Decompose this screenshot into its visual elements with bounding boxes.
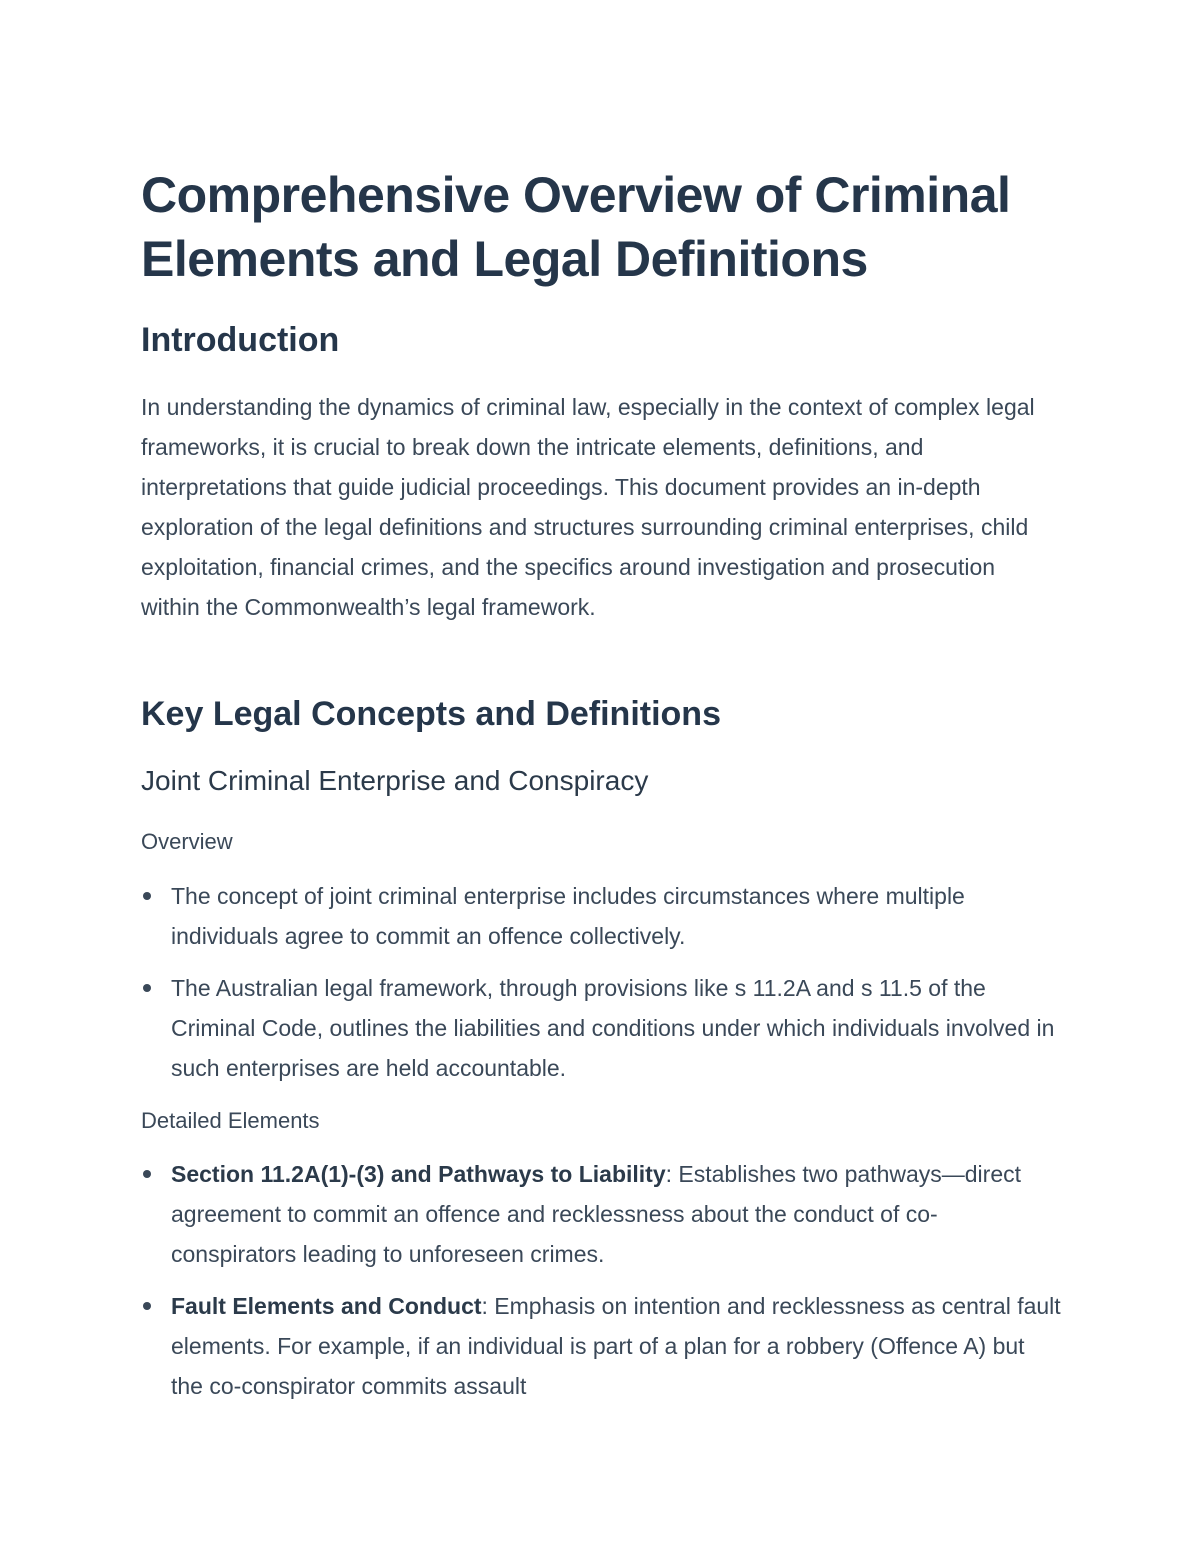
introduction-paragraph: In understanding the dynamics of criminal law, especially in the context of complex legal frameworks, it is crucial to break down the intricate elements, definitions, and interpretations that guide judicial proceedings. This document provides an in-depth exploration of the legal definitions and structures surrounding criminal enterprises, child exploitation, financial crimes, and the specifics around investigation and prosecution within the Commonwealth’s legal framework. xyxy=(141,394,1035,620)
list-item xyxy=(141,876,1061,956)
overview-heading: Overview xyxy=(141,829,233,854)
key-concepts-heading: Key Legal Concepts and Definitions xyxy=(141,695,721,733)
bullet-icon xyxy=(143,1170,151,1178)
bullet-icon xyxy=(143,1302,151,1310)
list-item-text: The Australian legal framework, through provisions like s 11.2A and s 11.5 of the Criminal Code, outlines the liabilities and conditions under which individuals involved in such enterprises are held accountable. xyxy=(171,975,1055,1081)
bullet-icon xyxy=(143,892,151,900)
detailed-elements-list xyxy=(141,1154,1061,1418)
document-title: Comprehensive Overview of Criminal Elements and Legal Definitions xyxy=(141,167,1011,287)
bullet-icon xyxy=(143,984,151,992)
list-item-text: : Emphasis on intention and recklessness as central fault elements. For example, if an individual is part of a plan for a robbery (Offence A) but the co-conspirator commits assault xyxy=(171,1293,1061,1399)
list-item xyxy=(141,968,1061,1088)
detailed-elements-heading: Detailed Elements xyxy=(141,1108,320,1133)
list-item xyxy=(141,1154,1061,1274)
joint-enterprise-heading: Joint Criminal Enterprise and Conspiracy xyxy=(141,765,649,796)
list-item xyxy=(141,1286,1061,1406)
introduction-heading: Introduction xyxy=(141,321,340,359)
overview-list xyxy=(141,876,1061,1100)
list-item-text: The concept of joint criminal enterprise includes circumstances where multiple individuals agree to commit an offence collectively. xyxy=(171,883,965,949)
list-item-lead: Fault Elements and Conduct xyxy=(171,1293,482,1319)
list-item-lead: Section 11.2A(1)-(3) and Pathways to Liability xyxy=(171,1161,666,1187)
list-item-text: : Establishes two pathways—direct agreement to commit an offence and recklessness about the conduct of co-conspirators leading to unforeseen crimes. xyxy=(171,1161,1022,1267)
